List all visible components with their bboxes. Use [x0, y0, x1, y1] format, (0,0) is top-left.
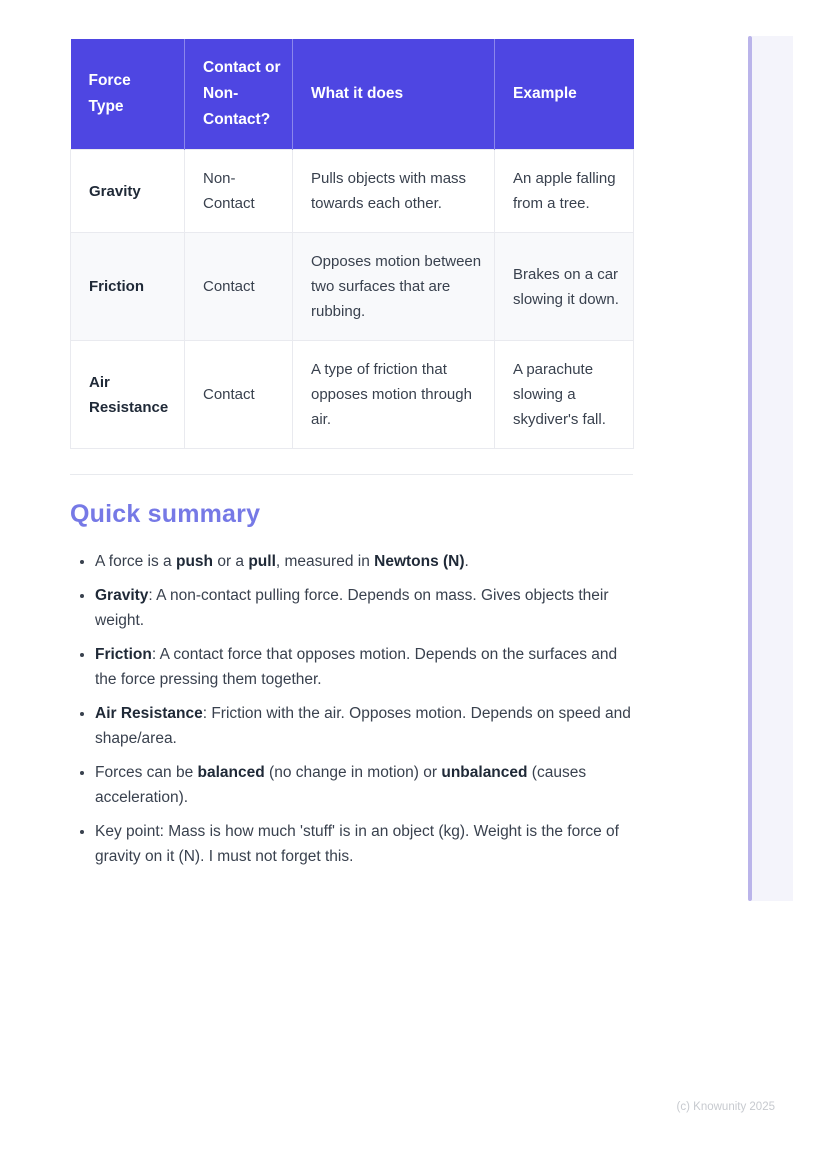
bullet-bold-text: Air Resistance: [95, 705, 203, 722]
column-header-3: What it does: [293, 39, 495, 150]
bullet-text: Key point: Mass is how much 'stuff' is in an object (kg). Weight is the force of gravity on it (N). I must not forget this.: [95, 823, 619, 865]
bullet-text: (causes acceleration).: [95, 764, 587, 806]
summary-bullet: [95, 549, 633, 574]
bullet-text: : A contact force that opposes motion. Depends on the surfaces and the force pressing them together.: [95, 646, 618, 688]
table-cell: Non-Contact: [185, 150, 293, 233]
table-cell: An apple falling from a tree.: [495, 150, 634, 233]
bullet-bold-text: balanced: [197, 764, 265, 781]
summary-bullet: [95, 819, 633, 869]
bullet-bold-text: Newtons (N): [374, 553, 465, 570]
table-row: [71, 150, 634, 233]
bullet-text: or a: [213, 553, 249, 570]
bullet-text: .: [464, 553, 469, 570]
bullet-bold-text: unbalanced: [441, 764, 528, 781]
table-row: [71, 233, 634, 341]
summary-bullet: [95, 583, 633, 633]
bullet-text: : Friction with the air. Opposes motion. Depends on speed and shape/area.: [95, 705, 631, 747]
bullet-bold-text: Gravity: [95, 587, 149, 604]
force-types-table: [70, 39, 634, 449]
table-cell: Pulls objects with mass towards each other.: [293, 150, 495, 233]
column-header-1: Force Type: [71, 39, 185, 150]
table-header: [71, 39, 634, 150]
table-cell: Brakes on a car slowing it down.: [495, 233, 634, 341]
table-cell: Contact: [185, 341, 293, 449]
summary-bullet: [95, 701, 633, 751]
bullet-bold-text: push: [175, 553, 214, 570]
table-cell: Contact: [185, 233, 293, 341]
column-header-4: Example: [495, 39, 634, 150]
bullet-text: : A non-contact pulling force. Depends on mass. Gives objects their weight.: [95, 587, 609, 629]
bullet-bold-text: pull: [248, 553, 276, 570]
column-header-2: Contact or Non-Contact?: [185, 39, 293, 150]
bullet-bold-text: Friction: [95, 646, 152, 663]
force-type-cell: Air Resistance: [71, 341, 185, 449]
summary-bullet: [95, 760, 633, 810]
force-type-cell: Gravity: [71, 150, 185, 233]
bullet-text: Forces can be: [95, 764, 198, 781]
table-cell: A type of friction that opposes motion through air.: [293, 341, 495, 449]
table-row: [71, 341, 634, 449]
force-type-cell: Friction: [71, 233, 185, 341]
table-cell: A parachute slowing a skydiver's fall.: [495, 341, 634, 449]
summary-bullet: [95, 642, 633, 692]
bullet-text: A force is a: [95, 553, 176, 570]
document-content: [70, 39, 633, 878]
bullet-text: (no change in motion) or: [264, 764, 442, 781]
next-page-preview: [752, 36, 793, 901]
summary-bullet-list: [70, 549, 633, 869]
footer-credit: (c) Knowunity 2025: [676, 1101, 775, 1113]
table-cell: Opposes motion between two surfaces that are rubbing.: [293, 233, 495, 341]
page-edge-accent: [748, 36, 752, 901]
section-divider: [70, 474, 633, 475]
quick-summary-heading: Quick summary: [70, 500, 261, 528]
bullet-text: , measured in: [275, 553, 375, 570]
